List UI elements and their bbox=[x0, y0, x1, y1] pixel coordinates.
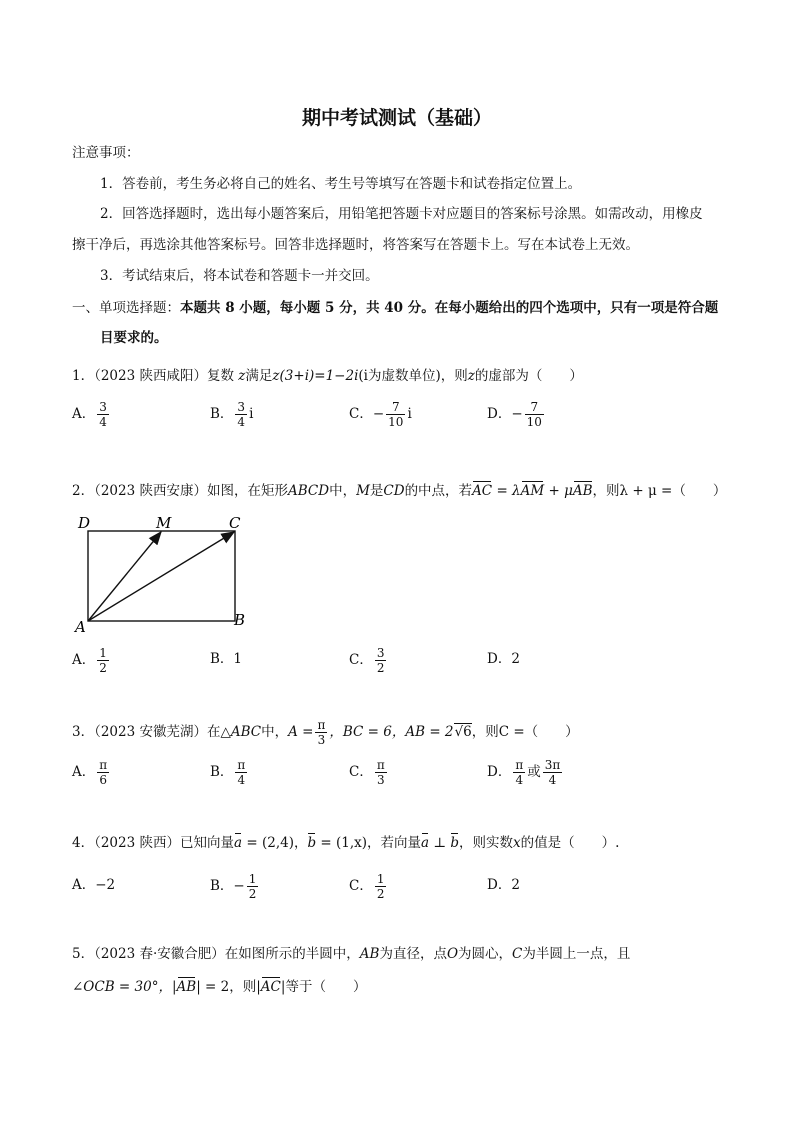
q1-option-b bbox=[210, 400, 253, 429]
q5-angle: ∠OCB = 30°， bbox=[72, 979, 172, 995]
denominator: 4 bbox=[237, 773, 246, 787]
q5-vec-ac: AC bbox=[260, 979, 281, 995]
numerator: 3 bbox=[376, 646, 385, 660]
q2-seg-cd: CD bbox=[383, 483, 405, 499]
q4-vec-a2: a bbox=[421, 835, 430, 851]
option-label: D． bbox=[487, 764, 512, 780]
q5-mid1: 为直径，点 bbox=[379, 946, 447, 962]
q4-b-value: = (1,x)，若向量 bbox=[316, 835, 422, 851]
q3-bc: ，BC = 6， bbox=[329, 724, 406, 740]
option-label: B． bbox=[210, 764, 234, 780]
denominator: 2 bbox=[248, 887, 257, 901]
fraction bbox=[247, 872, 259, 901]
fraction bbox=[97, 646, 109, 675]
section-label: 一、单项选择题： bbox=[72, 300, 180, 316]
option-label: C． bbox=[349, 652, 373, 668]
numerator: π bbox=[99, 758, 108, 772]
value: 2 bbox=[511, 877, 520, 893]
q3-option-c bbox=[349, 758, 389, 787]
q2-option-d bbox=[487, 650, 520, 668]
numerator: π bbox=[237, 758, 246, 772]
option-label: A． bbox=[72, 406, 96, 422]
q4-vec-b: b bbox=[307, 835, 317, 851]
q3-option-d bbox=[487, 758, 564, 787]
q1-var-z: z bbox=[238, 368, 246, 384]
fraction bbox=[97, 400, 109, 429]
question-1 bbox=[72, 367, 583, 385]
denominator: 3 bbox=[376, 773, 385, 787]
numerator: 7 bbox=[386, 400, 405, 415]
q2-end: ，则λ + μ =（ ） bbox=[592, 483, 727, 499]
q2-mid1: 中， bbox=[329, 483, 357, 499]
q2-eq1: = λ bbox=[492, 483, 521, 499]
q2-option-b bbox=[210, 650, 242, 668]
notice-item-3: 3．考试结束后，将本试卷和答题卡一并交回。 bbox=[100, 268, 379, 284]
denominator: 2 bbox=[376, 661, 385, 675]
option-label: D． bbox=[487, 651, 512, 667]
q4-end: 的值是（ ）. bbox=[520, 835, 620, 851]
denominator: 6 bbox=[99, 773, 108, 787]
question-3 bbox=[72, 718, 579, 747]
suffix: i bbox=[407, 406, 412, 422]
q1-mid: 满足 bbox=[245, 368, 273, 384]
option-label: C． bbox=[349, 764, 373, 780]
option-label: D． bbox=[487, 406, 512, 422]
q4-option-c bbox=[349, 872, 388, 901]
section-desc: 本题共 8 小题，每小题 5 分，共 40 分。在每小题给出的四个选项中，只有一项是符合题 bbox=[180, 300, 719, 316]
q5-prefix: 5．（2023 春·安徽合肥）在如图所示的半圆中， bbox=[72, 946, 360, 962]
numerator: 1 bbox=[99, 646, 107, 660]
q2-point-m: M bbox=[356, 483, 370, 499]
q4-vec-b2: b bbox=[450, 835, 460, 851]
q2-option-c bbox=[349, 646, 388, 675]
q5-diameter: AB bbox=[359, 946, 380, 962]
q3-prefix: 3．（2023 安徽芜湖）在△ bbox=[72, 724, 231, 740]
option-label: D． bbox=[487, 877, 512, 893]
option-label: C． bbox=[349, 406, 373, 422]
numerator: 1 bbox=[376, 872, 385, 886]
denominator: 4 bbox=[515, 773, 524, 787]
denominator: 3 bbox=[317, 733, 326, 747]
q2-mid2: 是 bbox=[369, 483, 384, 499]
question-5-line-2: ∠OCB = 30°，|AB| = 2，则|AC|等于（ ） bbox=[72, 979, 367, 995]
q2-eq2: + μ bbox=[544, 483, 573, 499]
fraction bbox=[375, 646, 387, 675]
numerator: π bbox=[515, 758, 524, 772]
denominator: 10 bbox=[526, 415, 542, 429]
denominator: 4 bbox=[237, 415, 246, 429]
section-header bbox=[72, 299, 718, 317]
fraction bbox=[513, 758, 525, 787]
q4-prefix: 4．（2023 陕西）已知向量 bbox=[72, 835, 234, 851]
notice-item-1: 1．答卷前，考生务必将自己的姓名、考生号等填写在答题卡和试卷指定位置上。 bbox=[100, 176, 582, 192]
denominator: 4 bbox=[99, 415, 107, 429]
q5-vec-ab: AB bbox=[176, 979, 197, 995]
option-label: A． bbox=[72, 652, 96, 668]
q4-perp: ⊥ bbox=[429, 835, 451, 851]
value: 2 bbox=[511, 651, 520, 667]
sign: − bbox=[511, 406, 523, 422]
numerator: 3π bbox=[544, 758, 561, 772]
q3-option-b bbox=[210, 758, 249, 787]
denominator: 4 bbox=[548, 773, 557, 787]
option-label: A． bbox=[72, 764, 96, 780]
numerator: 1 bbox=[248, 872, 257, 886]
option-label: C． bbox=[349, 878, 373, 894]
denominator: 10 bbox=[388, 415, 404, 429]
numerator: 3 bbox=[99, 400, 107, 414]
q4-a-value: = (2,4)， bbox=[242, 835, 308, 851]
fraction bbox=[386, 400, 405, 429]
value: −2 bbox=[95, 877, 116, 893]
denominator: 2 bbox=[376, 887, 385, 901]
q2-vec-am: AM bbox=[520, 483, 545, 499]
q1-note: (i为虚数单位)，则 bbox=[358, 368, 468, 384]
q3-triangle: ABC bbox=[230, 724, 262, 740]
q1-option-d bbox=[487, 400, 546, 429]
q5-mid2: 为圆心， bbox=[458, 946, 513, 962]
q2-option-a bbox=[72, 646, 111, 675]
denominator: 2 bbox=[99, 661, 107, 675]
q2-vec-ab: AB bbox=[572, 483, 593, 499]
q2-prefix: 2．（2023 陕西安康）如图，在矩形 bbox=[72, 483, 288, 499]
fraction bbox=[525, 400, 544, 429]
q3-angle-a: A = bbox=[288, 724, 314, 740]
label-c: C bbox=[229, 514, 241, 532]
or-word: 或 bbox=[527, 764, 541, 780]
vector-am bbox=[88, 532, 161, 621]
numerator: π bbox=[376, 758, 385, 772]
fraction bbox=[375, 758, 387, 787]
q4-var-x: x bbox=[513, 835, 521, 851]
notice-heading: 注意事项： bbox=[72, 145, 140, 161]
label-d: D bbox=[78, 514, 91, 532]
option-label: A． bbox=[72, 877, 96, 893]
page-title: 期中考试测试（基础） bbox=[301, 107, 492, 129]
option-label: B． bbox=[210, 878, 234, 894]
label-b: B bbox=[234, 611, 246, 629]
q4-option-a bbox=[72, 876, 115, 894]
numerator: 7 bbox=[525, 400, 544, 415]
q3-mid1: 中， bbox=[261, 724, 289, 740]
q1-var-z2: z bbox=[467, 368, 475, 384]
q4-vec-a: a bbox=[234, 835, 243, 851]
numerator: π bbox=[317, 718, 326, 732]
q5-eq: = 2，则 bbox=[200, 979, 257, 995]
fraction bbox=[543, 758, 563, 787]
value: 1 bbox=[233, 651, 243, 667]
q4-mid: ，则实数 bbox=[459, 835, 514, 851]
q1-prefix: 1．（2023 陕西咸阳）复数 bbox=[72, 368, 234, 384]
fraction bbox=[235, 758, 247, 787]
q1-end: 的虚部为（ ） bbox=[474, 368, 583, 384]
option-label: B． bbox=[210, 406, 234, 422]
q2-rect: ABCD bbox=[288, 483, 330, 499]
sign: − bbox=[372, 406, 385, 422]
q1-option-a bbox=[72, 400, 111, 429]
sign: − bbox=[233, 878, 245, 894]
q5-point-c: C bbox=[512, 946, 523, 962]
q1-equation: z(3+i)=1−2i bbox=[272, 368, 359, 384]
q3-end: ，则C =（ ） bbox=[471, 724, 579, 740]
numerator: 3 bbox=[237, 400, 246, 414]
q1-option-c bbox=[349, 400, 412, 429]
label-m: M bbox=[156, 514, 172, 532]
option-label: B． bbox=[210, 651, 234, 667]
label-a: A bbox=[75, 618, 86, 636]
q2-rectangle-figure bbox=[70, 508, 260, 636]
notice-item-2: 2．回答选择题时，选出每小题答案后，用铅笔把答题卡对应题目的答案标号涂黑。如需改动，用橡皮 bbox=[100, 206, 703, 222]
vector-ac bbox=[88, 532, 234, 621]
q3-option-a bbox=[72, 758, 111, 787]
q5-end: 等于（ ） bbox=[285, 979, 367, 995]
q2-mid3: 的中点，若 bbox=[404, 483, 473, 499]
suffix: i bbox=[249, 406, 254, 422]
question-4 bbox=[72, 834, 619, 852]
sqrt: √6 bbox=[454, 724, 472, 740]
question-2 bbox=[72, 482, 726, 500]
fraction bbox=[97, 758, 109, 787]
radicand: 6 bbox=[463, 724, 472, 740]
fraction bbox=[375, 872, 387, 901]
q4-option-b bbox=[210, 872, 260, 901]
q4-option-d bbox=[487, 876, 520, 894]
fraction bbox=[315, 718, 327, 747]
q5-line1-end: 为半圆上一点，且 bbox=[522, 946, 631, 962]
q5-point-o: O bbox=[446, 946, 459, 962]
question-5 bbox=[72, 945, 630, 963]
section-desc-cont: 目要求的。 bbox=[100, 330, 168, 346]
notice-item-2-cont: 擦干净后，再选涂其他答案标号。回答非选择题时，将答案写在答题卡上。写在本试卷上无效。 bbox=[72, 237, 639, 253]
q2-vec-ac: AC bbox=[472, 483, 493, 499]
fraction bbox=[235, 400, 247, 429]
q3-ab: AB = 2 bbox=[405, 724, 454, 740]
